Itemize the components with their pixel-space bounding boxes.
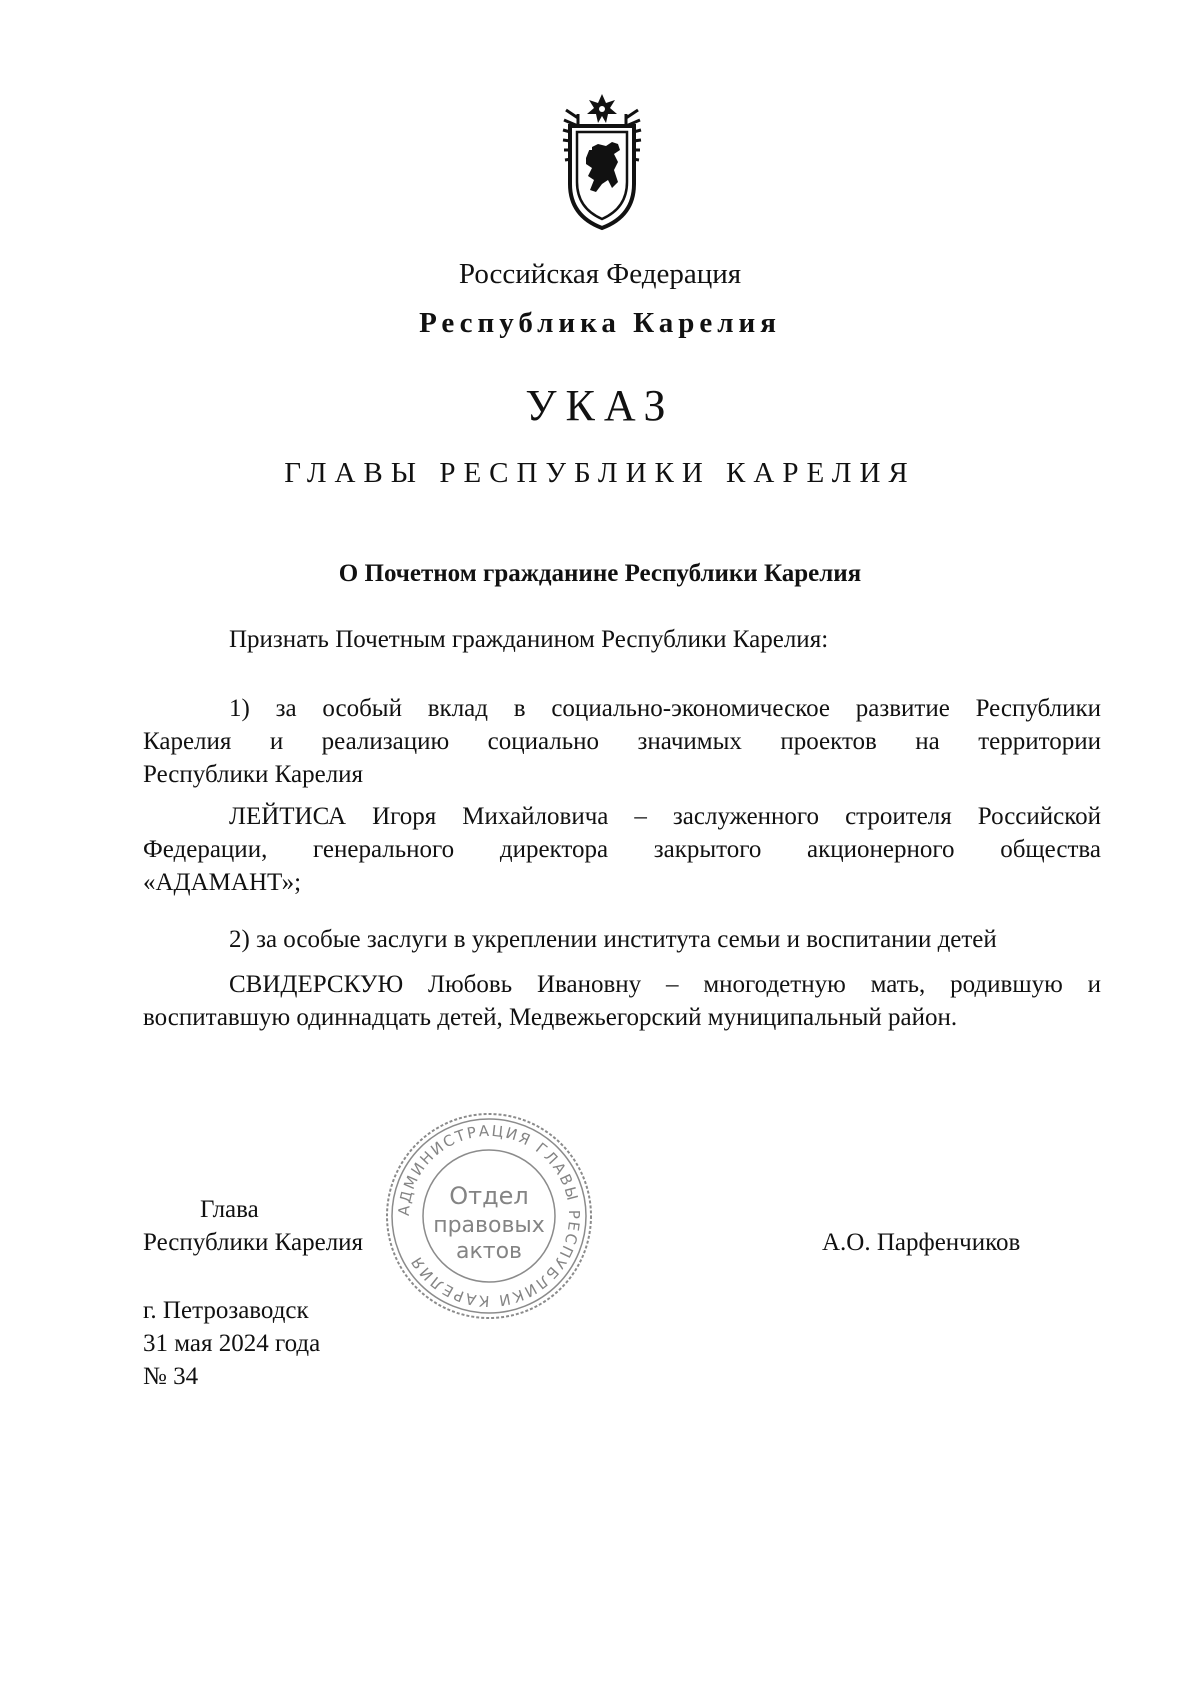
decree-subject: О Почетном гражданине Республики Карелия: [338, 560, 862, 587]
item-2-paragraph: 2) за особые заслуги в укреплении института семьи и воспитании детей: [229, 926, 997, 953]
stamp-center-line-1: Отдел: [449, 1182, 529, 1210]
person-2-paragraph: [143, 968, 1101, 1034]
person-1-line-2: Федерации, генерального директора закрытого акционерного общества: [143, 836, 1101, 863]
person-1-paragraph: [143, 800, 1101, 899]
document-type-heading: УКАЗ: [525, 381, 675, 430]
official-stamp: [383, 1110, 595, 1322]
recognize-paragraph: Признать Почетным гражданином Республики Карелия:: [229, 626, 829, 653]
person-2-line-2: воспитавшую одиннадцать детей, Медвежьегорский муниципальный район.: [143, 1004, 958, 1031]
coat-of-arms-emblem: [560, 92, 644, 232]
item-1-paragraph: [143, 692, 1101, 791]
item-1-line-3: Республики Карелия: [143, 761, 364, 788]
item-1-line-1: 1) за особый вклад в социально-экономическое развитие Республики: [229, 695, 1101, 722]
decree-number: № 34: [143, 1363, 199, 1390]
person-1-line-1: ЛЕЙТИСА Игоря Михайловича – заслуженного строителя Российской: [229, 803, 1101, 830]
stamp-ring-text: АДМИНИСТРАЦИЯ ГЛАВЫ РЕСПУБЛИКИ КАРЕЛИЯ: [394, 1121, 584, 1311]
item-1-line-2: Карелия и реализацию социально значимых проектов на территории: [143, 728, 1101, 755]
signatory-name: А.О. Парфенчиков: [822, 1229, 1021, 1256]
person-1-line-3: «АДАМАНТ»;: [143, 869, 302, 896]
issue-date: 31 мая 2024 года: [143, 1330, 321, 1357]
issuer-heading: ГЛАВЫ РЕСПУБЛИКИ КАРЕЛИЯ: [284, 457, 916, 489]
issue-place: г. Петрозаводск: [143, 1297, 309, 1324]
stamp-center-line-2: правовых: [433, 1213, 545, 1238]
person-2-line-1: СВИДЕРСКУЮ Любовь Ивановну – многодетную мать, родившую и: [229, 971, 1101, 998]
signatory-title-line-2: Республики Карелия: [143, 1229, 364, 1256]
republic-title: Республика Карелия: [419, 307, 781, 339]
stamp-center-line-3: актов: [455, 1239, 523, 1264]
signatory-title-line-1: Глава: [200, 1196, 259, 1223]
federation-title: Российская Федерация: [458, 258, 742, 290]
